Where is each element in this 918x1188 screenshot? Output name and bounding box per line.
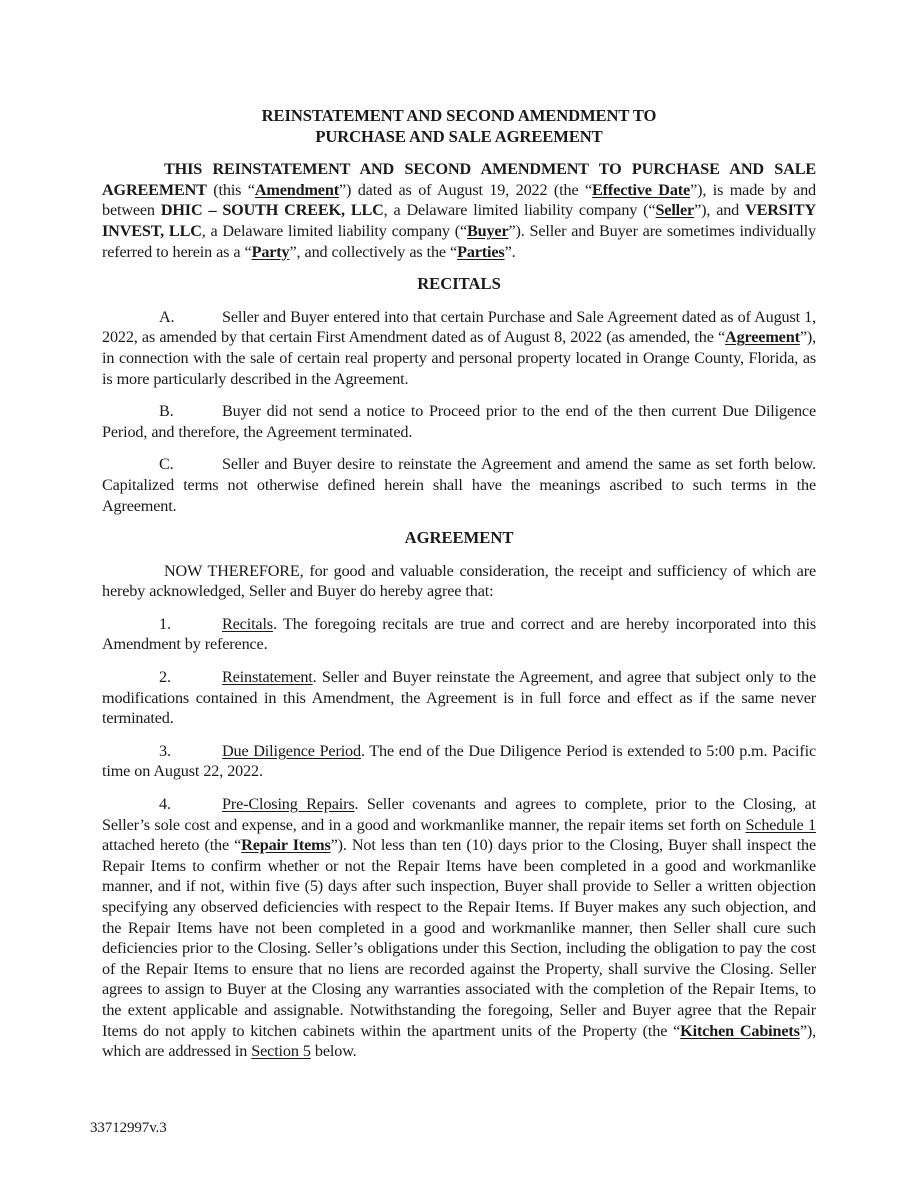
text-run: DHIC – SOUTH CREEK, LLC (160, 201, 384, 220)
text-run: ”), which are addressed in (102, 1021, 816, 1061)
recitals-heading: RECITALS (417, 274, 501, 294)
text-run: ”), and (694, 201, 746, 220)
text-run: ”), in connection with the sale of certain real property and personal property located in Orange County, Florida, as is more particularly described in the Agreement. (102, 328, 816, 388)
text-run: Seller (655, 201, 695, 220)
text-run: Effective Date (592, 180, 691, 199)
recital-c-paragraph (102, 454, 816, 516)
now-therefore-paragraph (102, 561, 816, 602)
paragraph-label: 3. (159, 741, 171, 760)
section-1-recitals-paragraph (102, 614, 816, 655)
text-run: Amendment (254, 180, 339, 199)
section-2-reinstatement-paragraph (102, 667, 816, 729)
footer-document-number: 33712997v.3 (90, 1120, 167, 1136)
text-run: THIS REINSTATEMENT AND SECOND AMENDMENT TO PURCHASE AND SALE AGREEMENT (102, 160, 816, 199)
text-run: attached hereto (the “ (102, 836, 242, 855)
text-run: , a Delaware limited liability company (“ (201, 221, 467, 240)
text-run: ”. (504, 242, 516, 261)
text-run: . The foregoing recitals are true and correct and are hereby incorporated into this Amendment by reference. (102, 614, 816, 654)
text-run: , a Delaware limited liability company (“ (383, 201, 656, 220)
recital-b-paragraph (102, 401, 816, 442)
text-run: Agreement (725, 328, 800, 347)
section-3-due-diligence-paragraph (102, 741, 816, 782)
document-title-line2: PURCHASE AND SALE AGREEMENT (315, 126, 603, 146)
text-run: Pre-Closing Repairs (222, 795, 355, 814)
text-run: ”) dated as of August 19, 2022 (the “ (338, 180, 593, 199)
paragraph-label: 2. (159, 668, 171, 687)
paragraph-label: C. (159, 455, 174, 474)
text-run: . The end of the Due Diligence Period is extended to 5:00 p.m. Pacific time on August 22, 2022. (102, 741, 816, 781)
text-run: Schedule 1 (745, 815, 816, 834)
text-run: ”). Not less than ten (10) days prior to the Closing, Buyer shall inspect the Repair Items to confirm whether or not the Repair Items have been completed in a good and workmanlike manner, and if not, within five (5) days after such inspection, Buyer shall provide to Seller a written objection specifying any observed deficiencies with respect to the Repair Items. If Buyer makes any such objection, and the Repair Items have not been completed in a good and workmanlike manner, then Seller shall cure such deficiencies prior to the Closing. Seller’s obligations under this Section, including the obligation to pay the cost of the Repair Items to ensure that no liens are recorded against the Property, shall survive the Closing. Seller agrees to assign to Buyer at the Closing any warranties associated with the completion of the Repair Items, to the extent applicable and assignable. Notwithstanding the foregoing, Seller and Buyer agree that the Repair Items do not apply to kitchen cabinets within the apartment units of the Property (the “ (102, 836, 816, 1040)
text-run: ”, and collectively as the “ (289, 242, 458, 261)
text-run: Buyer did not send a notice to Proceed prior to the end of the then current Due Diligence Period, and therefore, the Agreement terminated. (102, 402, 816, 441)
text-run: Parties (457, 242, 505, 261)
agreement-heading: AGREEMENT (404, 528, 514, 548)
paragraph-label: 1. (159, 614, 171, 633)
text-run: . Seller and Buyer reinstate the Agreement, and agree that subject only to the modifications contained in this Amendment, the Agreement is in full force and effect as if the same never terminated. (102, 668, 816, 728)
text-run: Buyer (466, 221, 509, 240)
text-run: Reinstatement (222, 668, 313, 687)
paragraph-label: A. (159, 307, 175, 326)
document-content (102, 106, 816, 1074)
text-run: Recitals (222, 614, 273, 633)
recital-a-paragraph (102, 307, 816, 389)
text-run: below. (310, 1042, 357, 1061)
document-title-line1: REINSTATEMENT AND SECOND AMENDMENT TO (261, 106, 657, 125)
text-run: Kitchen Cabinets (680, 1021, 800, 1040)
text-run: Due Diligence Period (222, 741, 361, 760)
text-run: ”), is made by and between (102, 180, 817, 220)
text-run: NOW THEREFORE, for good and valuable consideration, the receipt and sufficiency of which are hereby acknowledged, Seller and Buyer do hereby agree that: (102, 561, 816, 601)
intro-paragraph (102, 159, 816, 262)
text-run: VERSITY INVEST, LLC (102, 201, 816, 240)
paragraph-label: B. (159, 402, 174, 421)
section-4-pre-closing-repairs-paragraph (102, 794, 816, 1062)
text-run: Section 5 (251, 1042, 311, 1061)
text-run: . Seller covenants and agrees to complete, prior to the Closing, at Seller’s sole cost and expense, and in a good and workmanlike manner, the repair items set forth on (102, 795, 817, 834)
text-run: (this “ (206, 180, 255, 199)
text-run: ”). Seller and Buyer are sometimes individually referred to herein as a “ (102, 221, 816, 261)
text-run: Seller and Buyer desire to reinstate the Agreement and amend the same as set forth below. Capitalized terms not otherwise defined herein shall have the meanings ascribed to such terms in the Agreement. (102, 455, 816, 515)
text-run: Seller and Buyer entered into that certain Purchase and Sale Agreement dated as of August 1, 2022, as amended by that certain First Amendment dated as of August 8, 2022 (as amended, the “ (102, 307, 816, 347)
paragraph-label: 4. (159, 795, 171, 814)
text-run: Repair Items (241, 836, 331, 855)
document-title (102, 106, 816, 147)
text-run: Party (251, 242, 290, 261)
